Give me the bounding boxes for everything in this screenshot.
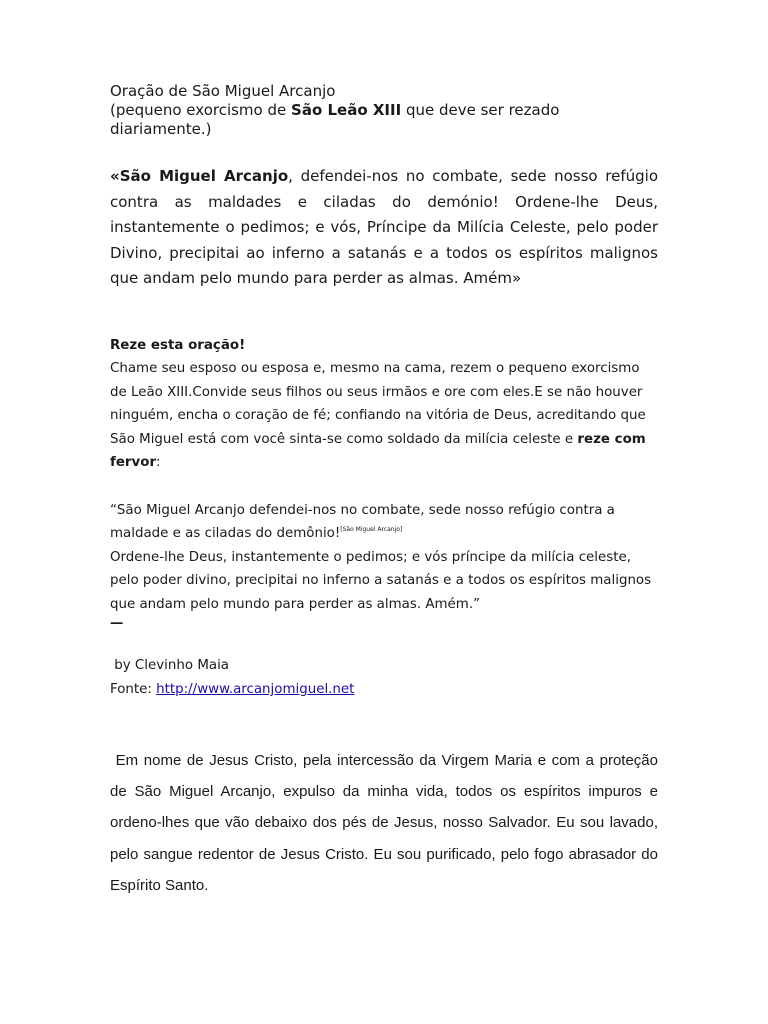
source-line: [110, 678, 658, 702]
quoted-prayer: [110, 499, 658, 633]
source-link[interactable]: http://www.arcanjomiguel.net: [156, 682, 355, 697]
subtitle-text-end: que deve ser rezado diariamente.): [110, 101, 560, 138]
reze-section: [110, 334, 658, 475]
prayer-text: , defendei-nos no combate, sede nosso refúgio contra as maldades e ciladas do demónio! Ordene-lhe Deus, instantemente o pedimos; e vós, Príncipe da Milícia Celeste, pelo poder Divino, precipitai ao inferno a satanás e a todos os espíritos malignos que andam pelo mundo para perder as almas. Amém»: [110, 167, 659, 287]
reze-body-text: Chame seu esposo ou esposa e, mesmo na cama, rezem o pequeno exorcismo de Leão XIII.Convide seus filhos ou seus irmãos e ore com eles.E se não houver ninguém, encha o coração de fé; confiando na vitória de Deus, acreditando que São Miguel está com você sinta-se como soldado da milícia celeste e: [110, 361, 646, 447]
document-page: [110, 82, 663, 901]
quoted-prayer-line2: Ordene-lhe Deus, instantemente o pedimos; e vós príncipe da milícia celeste, pelo poder divino, precipitai no inferno a satanás e a todos os espíritos malignos que andam pelo mundo para perder as almas. Amém.”: [110, 549, 652, 612]
source-label: Fonte:: [110, 682, 157, 697]
author-byline: by Clevinho Maia: [110, 658, 229, 673]
final-prayer-paragraph: Em nome de Jesus Cristo, pela intercessão da Virgem Maria e com a proteção de São Miguel Arcanjo, expulso da minha vida, todos os espíritos impuros e ordeno-lhes que vão debaixo dos pés de Jesus, nosso Salvador. Eu sou lavado, pelo sangue redentor de Jesus Cristo. Eu sou purificado, pelo fogo abrasador do Espírito Santo.: [110, 752, 663, 894]
subtitle-bold-name: São Leão XIII: [291, 101, 402, 119]
document-subtitle: [110, 101, 658, 139]
reze-body: [110, 357, 658, 475]
reze-body-end: :: [156, 455, 161, 470]
em-dash-separator: —: [110, 616, 124, 631]
subtitle-text-start: (pequeno exorcismo de: [110, 101, 292, 119]
credits-section: [110, 654, 658, 702]
reze-heading: Reze esta oração!: [110, 337, 246, 353]
quoted-prayer-text1: “São Miguel Arcanjo defendei-nos no combate, sede nosso refúgio contra a maldade e as ciladas do demônio!: [110, 502, 615, 541]
prayer-bold-opening: «São Miguel Arcanjo: [110, 167, 289, 185]
reze-body-bold: reze com fervor: [110, 431, 646, 470]
footnote-reference: [São Miguel Arcanjo]: [340, 526, 403, 533]
quoted-prayer-line1: [110, 499, 658, 546]
prayer-paragraph: [110, 164, 658, 292]
document-title: Oração de São Miguel Arcanjo: [110, 82, 336, 100]
